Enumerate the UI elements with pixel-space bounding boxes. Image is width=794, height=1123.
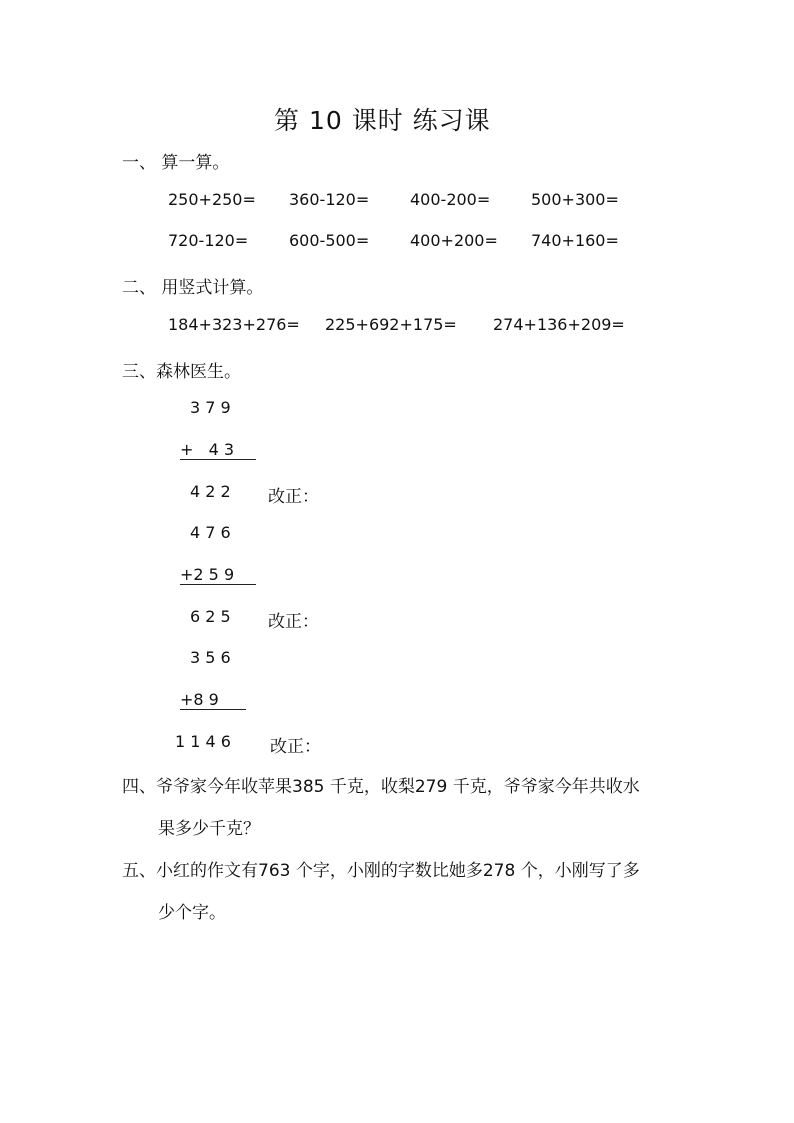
sum-line (180, 709, 246, 710)
correction-label: 改正： (268, 487, 319, 507)
correction-label: 改正： (270, 737, 321, 757)
sum-line (180, 459, 256, 460)
expression: 360-120= (289, 190, 370, 209)
expression: 740+160= (531, 231, 619, 250)
wrong-result: 4 2 2 (190, 482, 231, 501)
expression: 250+250= (168, 190, 256, 209)
wrong-result: 6 2 5 (190, 607, 231, 626)
section-5-line-2: 少个字。 (158, 903, 226, 923)
addend-bottom: +2 5 9 (180, 565, 235, 584)
addend-top: 4 7 6 (190, 523, 231, 542)
expression: 720-120= (168, 231, 249, 250)
addend-top: 3 7 9 (190, 398, 231, 417)
expression: 400+200= (410, 231, 498, 250)
addend-top: 3 5 6 (190, 648, 231, 667)
section-4-line-2: 果多少千克？ (158, 819, 260, 839)
addend-bottom: + 4 3 (180, 440, 235, 459)
vertical-calc-item: 184+323+276= (168, 315, 300, 334)
addend-bottom: +8 9 (180, 690, 219, 709)
section-5-line-1: 五、小红的作文有763 个字，小刚的字数比她多278 个，小刚写了多 (122, 861, 640, 881)
sum-line (180, 584, 256, 585)
expression: 500+300= (531, 190, 619, 209)
section-3-heading: 三、森林医生。 (122, 362, 241, 382)
wrong-result: 1 1 4 6 (175, 732, 231, 751)
correction-label: 改正： (268, 612, 319, 632)
page-title: 第 10 课时 练习课 (274, 106, 491, 135)
section-4-line-1: 四、爷爷家今年收苹果385 千克，收梨279 千克，爷爷家今年共收水 (122, 777, 640, 797)
expression: 400-200= (410, 190, 491, 209)
expression: 600-500= (289, 231, 370, 250)
section-2-heading: 二、 用竖式计算。 (122, 278, 264, 298)
vertical-calc-item: 274+136+209= (493, 315, 625, 334)
vertical-calc-item: 225+692+175= (325, 315, 457, 334)
section-1-heading: 一、 算一算。 (122, 153, 230, 173)
